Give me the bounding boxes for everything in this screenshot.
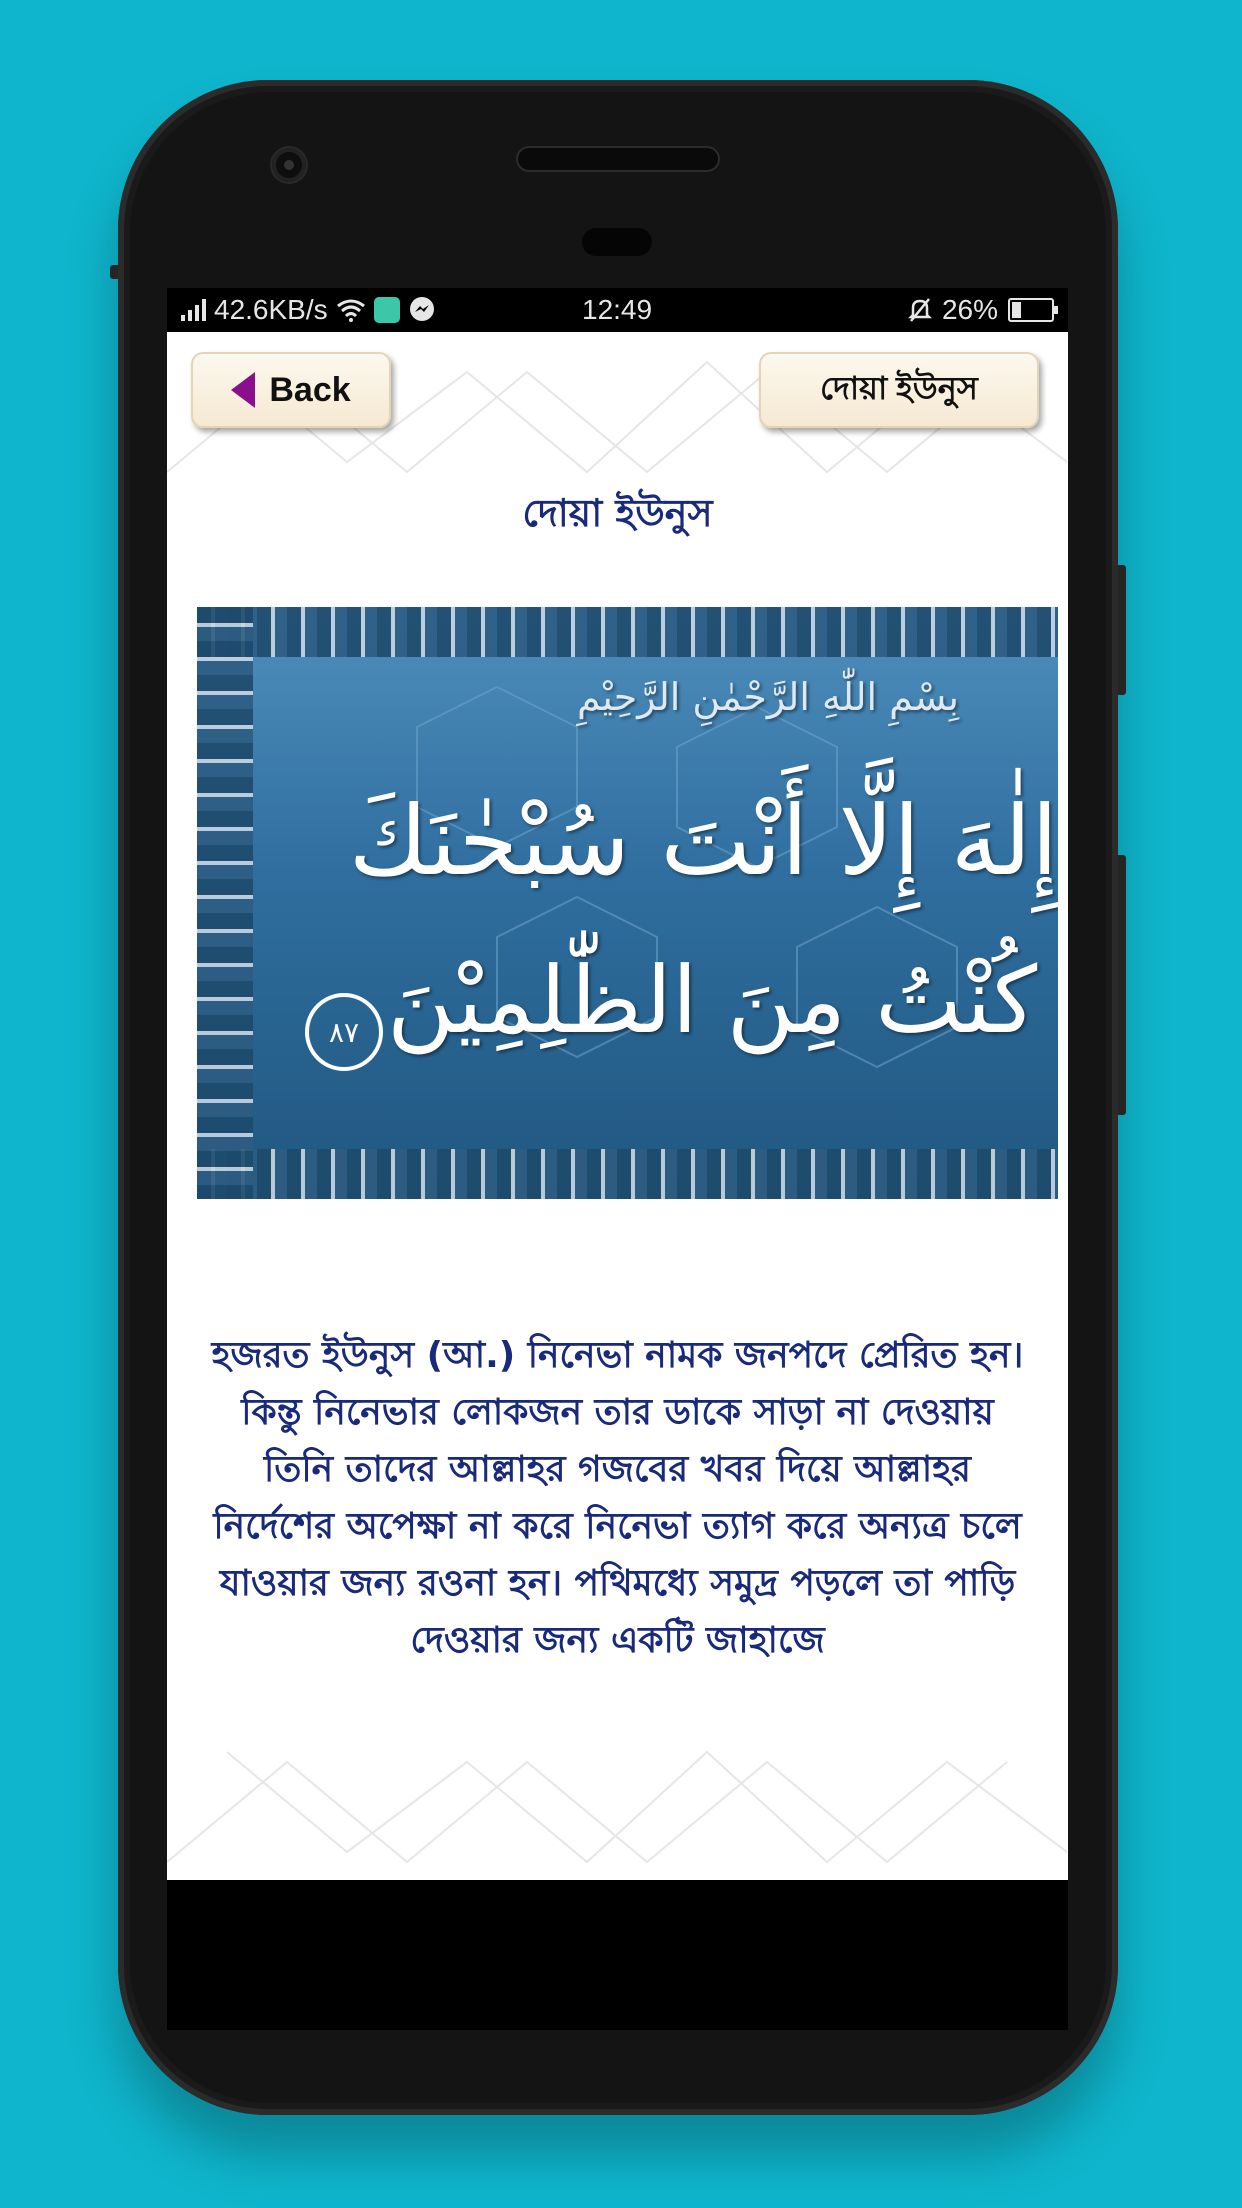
ornamental-border-top: [197, 607, 1058, 657]
messenger-icon: [408, 296, 436, 324]
dua-title-button[interactable]: [759, 352, 1039, 428]
dua-calligraphy-image: [197, 607, 1058, 1199]
bismillah-text: بِسْمِ اللّٰهِ الرَّحْمٰنِ الرَّحِيْمِ: [577, 675, 959, 719]
network-speed: 42.6KB/s: [214, 294, 328, 325]
back-button[interactable]: [191, 352, 391, 428]
app-notification-icon: [374, 297, 400, 323]
status-bar: [167, 288, 1068, 332]
mute-bell-icon: [908, 297, 932, 323]
signal-icon: [181, 299, 206, 321]
navigation-area: [167, 1880, 1068, 2030]
back-button-label: Back: [269, 370, 351, 409]
page-title: দোয়া ইউনুস: [522, 491, 713, 535]
clock: 12:49: [582, 294, 653, 325]
front-camera: [272, 148, 306, 182]
wifi-icon: [336, 298, 366, 322]
ornamental-border-left: [197, 607, 253, 1199]
app-content: [167, 332, 1068, 1880]
dua-title-button-label: দোয়া ইউনুস: [820, 370, 978, 406]
arabic-line-2: كُنْتُ مِنَ الظّٰلِمِيْنَ: [387, 947, 1038, 1054]
ornamental-border-bottom: [197, 1149, 1058, 1199]
earpiece-speaker: [518, 148, 718, 170]
dua-description: হজরত ইউনুস (আ.) নিনেভা নামক জনপদে প্রেরিত হন। কিন্তু নিনেভার লোকজন তার ডাকে সাড়া না দেওয়ায় তিনি তাদের আল্লাহর গজবের খবর দিয়ে আল্লাহর নির্দেশের অপেক্ষা না করে নিনেভা ত্যাগ করে অন্যত্র চলে যাওয়ার জন্য রওনা হন। পথিমধ্যে সমুদ্র পড়লে তা পাড়ি দেওয়ার জন্য একটি জাহাজে: [211, 1335, 1024, 1661]
back-arrow-icon: [231, 372, 255, 408]
arabic-line-1: إِلٰهَ إِلَّا أَنْتَ سُبْحٰنَكَ: [348, 785, 1058, 897]
battery-percent: 26%: [941, 294, 998, 325]
battery-icon: [1008, 298, 1054, 322]
phone-screen: [167, 288, 1068, 1880]
proximity-sensor: [582, 228, 652, 256]
ayah-number-marker: ٨٧: [305, 993, 383, 1071]
